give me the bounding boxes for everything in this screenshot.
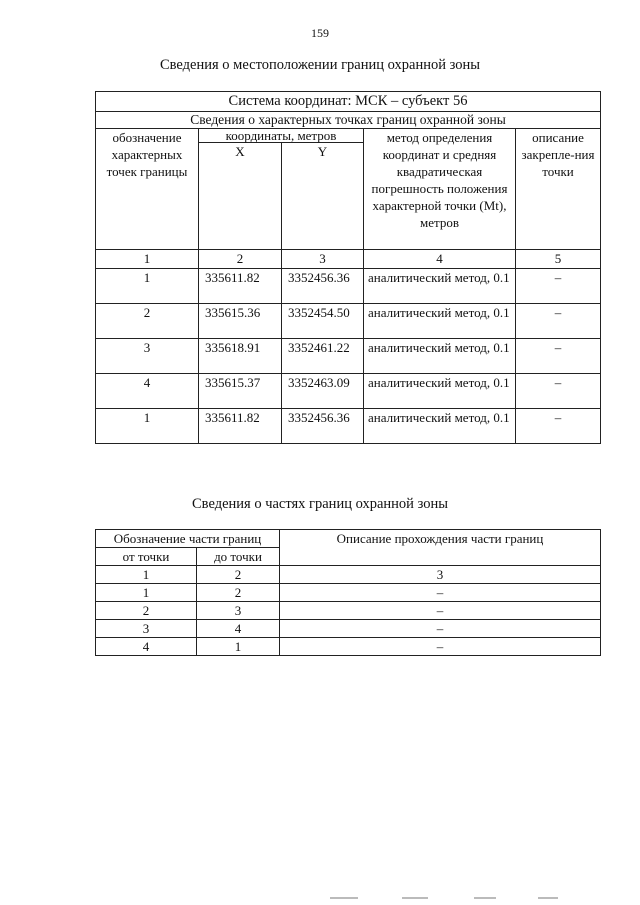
from-point: 3 <box>96 620 197 638</box>
boundary-parts-table <box>95 529 601 656</box>
point-description: – <box>516 269 601 304</box>
header-method: метод определения координат и средняя квадратическая погрешность положения характерной точки (Mt), метров <box>364 129 516 250</box>
point-number: 2 <box>96 304 199 339</box>
coord-y: 3352456.36 <box>282 409 364 444</box>
table-row <box>96 374 601 409</box>
parts-title: Сведения о частях границ охранной зоны <box>192 496 448 512</box>
column-number: 4 <box>364 250 516 269</box>
coord-x: 335611.82 <box>199 269 282 304</box>
page-number: 159 <box>311 26 329 40</box>
coord-x: 335611.82 <box>199 409 282 444</box>
header-from: от точки <box>96 548 197 566</box>
to-point: 2 <box>197 584 280 602</box>
table-row <box>96 304 601 339</box>
scan-artifact <box>330 897 358 899</box>
to-point: 1 <box>197 638 280 656</box>
point-number: 1 <box>96 269 199 304</box>
header-to: до точки <box>197 548 280 566</box>
coord-y: 3352456.36 <box>282 269 364 304</box>
coord-x: 335615.36 <box>199 304 282 339</box>
column-number: 1 <box>96 250 199 269</box>
part-description: – <box>280 584 601 602</box>
part-description: – <box>280 638 601 656</box>
part-description: – <box>280 620 601 638</box>
header-description: описание закрепле-ния точки <box>516 129 601 250</box>
column-number: 3 <box>282 250 364 269</box>
method: аналитический метод, 0.1 <box>364 339 516 374</box>
to-point: 3 <box>197 602 280 620</box>
coord-y: 3352463.09 <box>282 374 364 409</box>
coord-y: 3352461.22 <box>282 339 364 374</box>
header-coordinates: координаты, метров <box>199 129 364 143</box>
method: аналитический метод, 0.1 <box>364 269 516 304</box>
column-number: 1 <box>96 566 197 584</box>
table-row <box>96 602 601 620</box>
scan-artifact <box>538 897 558 899</box>
header-y: Y <box>282 143 364 250</box>
coord-x: 335615.37 <box>199 374 282 409</box>
point-description: – <box>516 339 601 374</box>
point-description: – <box>516 374 601 409</box>
method: аналитический метод, 0.1 <box>364 304 516 339</box>
point-number: 3 <box>96 339 199 374</box>
to-point: 4 <box>197 620 280 638</box>
table-row <box>96 269 601 304</box>
coord-y: 3352454.50 <box>282 304 364 339</box>
coord-x: 335618.91 <box>199 339 282 374</box>
header-part-designation: Обозначение части границ <box>96 530 280 548</box>
table-row <box>96 638 601 656</box>
table-row <box>96 339 601 374</box>
column-number: 5 <box>516 250 601 269</box>
part-description: – <box>280 602 601 620</box>
from-point: 4 <box>96 638 197 656</box>
location-title: Сведения о местоположении границ охранной зоны <box>159 57 480 73</box>
point-number: 1 <box>96 409 199 444</box>
scan-artifact <box>402 897 428 899</box>
table-row <box>96 620 601 638</box>
scan-artifact <box>474 897 496 899</box>
from-point: 1 <box>96 584 197 602</box>
table-row <box>96 584 601 602</box>
column-number: 2 <box>199 250 282 269</box>
header-part-description: Описание прохождения части границ <box>280 530 601 566</box>
boundary-points-table <box>95 91 601 444</box>
point-description: – <box>516 409 601 444</box>
header-designation: обозначение характерных точек границы <box>96 129 199 250</box>
column-number: 2 <box>197 566 280 584</box>
from-point: 2 <box>96 602 197 620</box>
header-x: X <box>199 143 282 250</box>
column-number: 3 <box>280 566 601 584</box>
method: аналитический метод, 0.1 <box>364 374 516 409</box>
table-subtitle: Сведения о характерных точках границ охранной зоны <box>96 112 601 129</box>
point-number: 4 <box>96 374 199 409</box>
coordinate-system: Система координат: МСК – субъект 56 <box>96 92 601 112</box>
method: аналитический метод, 0.1 <box>364 409 516 444</box>
point-description: – <box>516 304 601 339</box>
table-row <box>96 409 601 444</box>
